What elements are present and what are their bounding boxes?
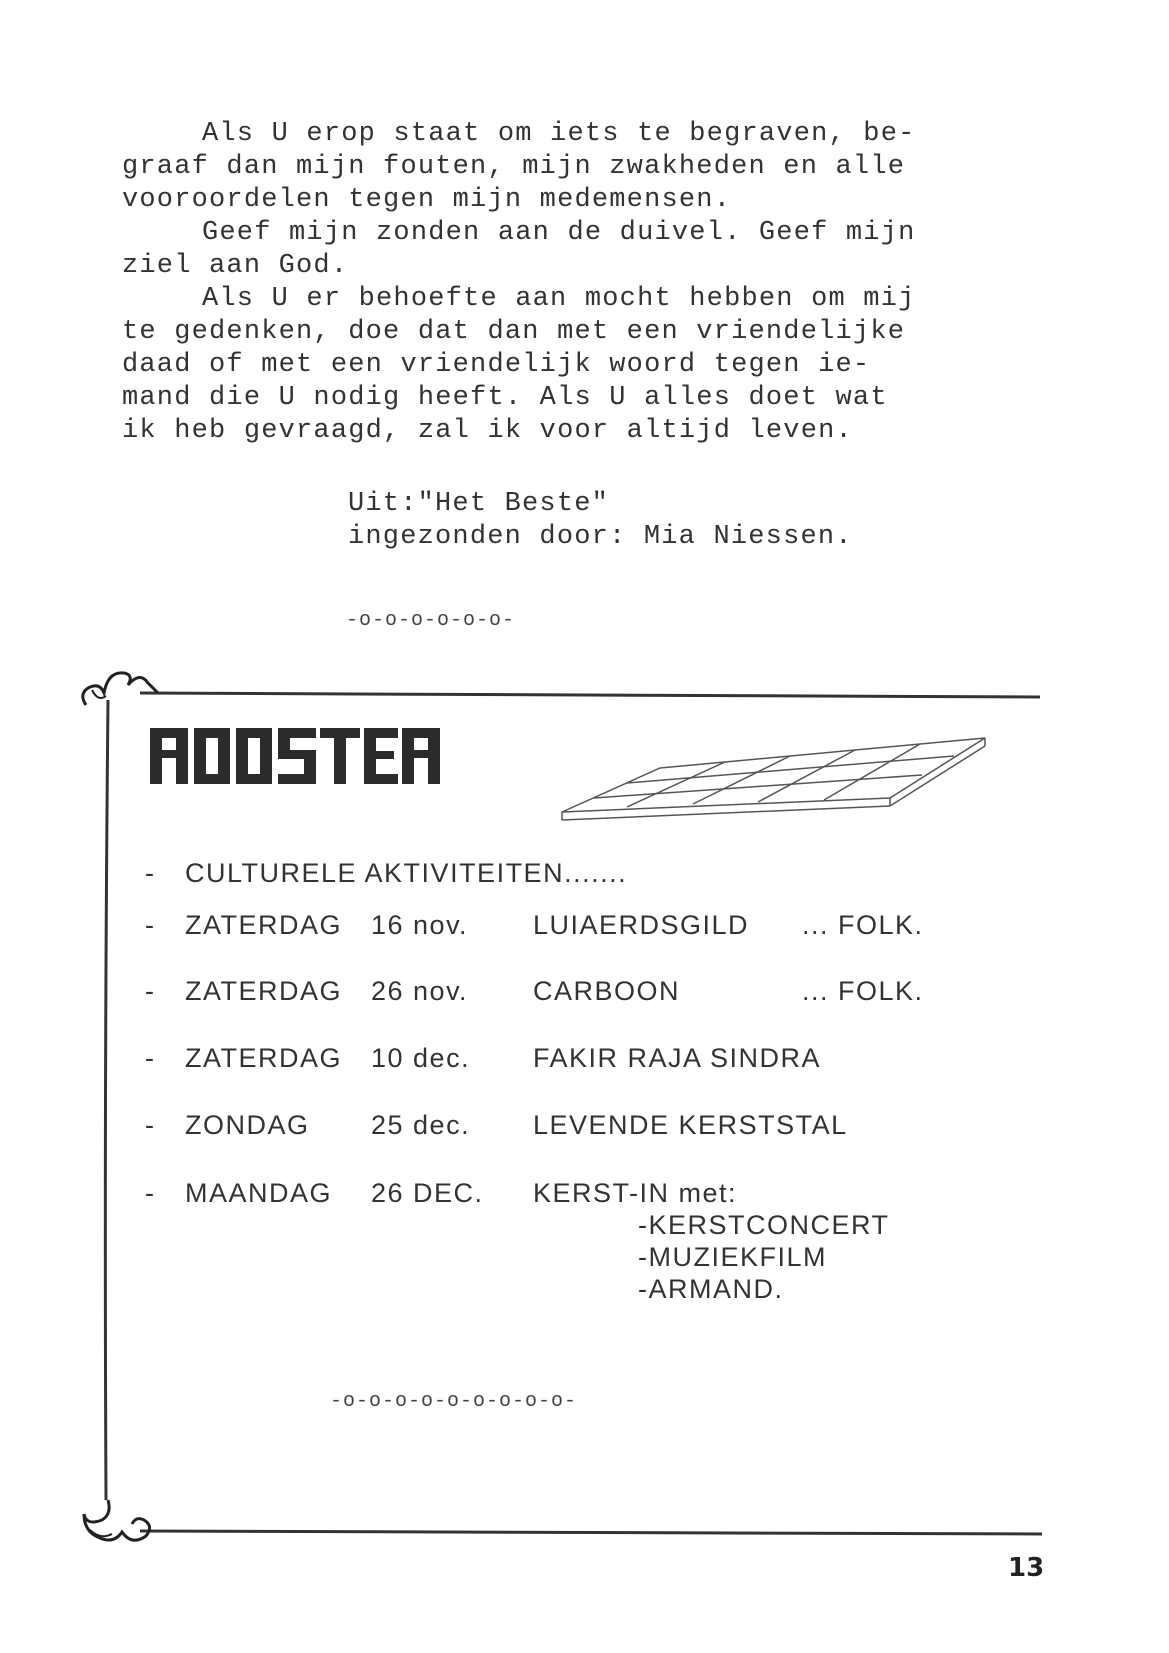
text-line: Als U er behoefte aan mocht hebben om mij bbox=[202, 284, 916, 314]
event-day: ZATERDAG bbox=[185, 910, 343, 940]
text-line: graaf dan mijn fouten, mijn zwakheden en alle bbox=[122, 152, 906, 182]
event-name: CARBOON bbox=[533, 976, 681, 1006]
text-line: te gedenken, doe dat dan met een vriendelijke bbox=[122, 317, 906, 347]
event-name: LUIAERDSGILD bbox=[533, 910, 750, 940]
page-number: 13 bbox=[1008, 1553, 1045, 1583]
text-line: Geef mijn zonden aan de duivel. Geef mijn bbox=[202, 218, 916, 248]
text-line: Als U erop staat om iets te begraven, be- bbox=[202, 119, 916, 149]
text-line: daad of met een vriendelijk woord tegen ie- bbox=[122, 350, 871, 380]
text-line: ziel aan God. bbox=[122, 251, 349, 281]
event-day: ZATERDAG bbox=[185, 1043, 343, 1073]
event-genre: ... FOLK. bbox=[802, 976, 924, 1006]
text-line: vooroordelen tegen mijn medemensen. bbox=[122, 185, 732, 215]
event-name: KERST-IN met: bbox=[533, 1178, 738, 1208]
event-day: ZONDAG bbox=[185, 1110, 310, 1140]
contributor-line: ingezonden door: Mia Niessen. bbox=[348, 522, 853, 552]
event-genre: ... FOLK. bbox=[802, 910, 924, 940]
event-date: 10 dec. bbox=[371, 1043, 471, 1073]
event-date: 16 nov. bbox=[371, 910, 469, 940]
separator-bottom: -o-o-o-o-o-o-o-o-o- bbox=[330, 1390, 578, 1413]
source-line: Uit:"Het Beste" bbox=[348, 489, 610, 519]
event-day: ZATERDAG bbox=[185, 976, 343, 1006]
text-line: mand die U nodig heeft. Als U alles doet wat bbox=[122, 383, 888, 413]
sub-item: -MUZIEKFILM bbox=[638, 1242, 827, 1272]
flourish-top-left-icon bbox=[83, 673, 158, 705]
event-date: 26 DEC. bbox=[371, 1178, 484, 1208]
sub-item: -ARMAND. bbox=[638, 1274, 784, 1304]
event-name: FAKIR RAJA SINDRA bbox=[533, 1043, 822, 1073]
grid-illustration-icon bbox=[562, 738, 985, 820]
event-date: 25 dec. bbox=[371, 1110, 471, 1140]
rooster-title-icon bbox=[150, 728, 440, 784]
event-name: LEVENDE KERSTSTAL bbox=[533, 1110, 848, 1140]
event-date: 26 nov. bbox=[371, 976, 469, 1006]
event-day: MAANDAG bbox=[185, 1178, 333, 1208]
text-line: ik heb gevraagd, zal ik voor altijd leven. bbox=[122, 416, 853, 446]
document-page: Als U erop staat om iets te begraven, be- graaf dan mijn fouten, mijn zwakheden en alle vooroordelen tegen mijn medemensen. Geef mijn zonden aan de duivel. Geef mijn ziel aan God. Als U er behoefte aan mocht hebben om mij te gedenken, doe dat dan met een vriendelijke daad of met een vriendelijk woord tegen ie- mand die U nodig heeft. Als U alles doet wat ik heb gevraagd, zal ik voor altijd leven. Uit:"Het Beste" ingezonden door: Mia Niessen. -o-o-o-o-o-o- - CULTURELE AKTIVITEITEN....... - ZATERDAG 16 nov. LUIAERDSGILD ... FOLK. - ZATERDAG 26 nov. CARBOON ... FOLK. - ZATERDAG 10 dec. FAKIR RAJA SINDRA - ZONDAG 25 dec. LEVENDE KERSTSTAL - MAANDAG 26 DEC. KERST-IN met: -KERSTCONCERT -MUZIEKFILM -ARMAND. -o-o-o-o-o-o-o-o-o- 13 bbox=[0, 0, 1169, 1653]
separator-top: -o-o-o-o-o-o- bbox=[346, 609, 516, 632]
sub-item: -KERSTCONCERT bbox=[638, 1210, 890, 1240]
